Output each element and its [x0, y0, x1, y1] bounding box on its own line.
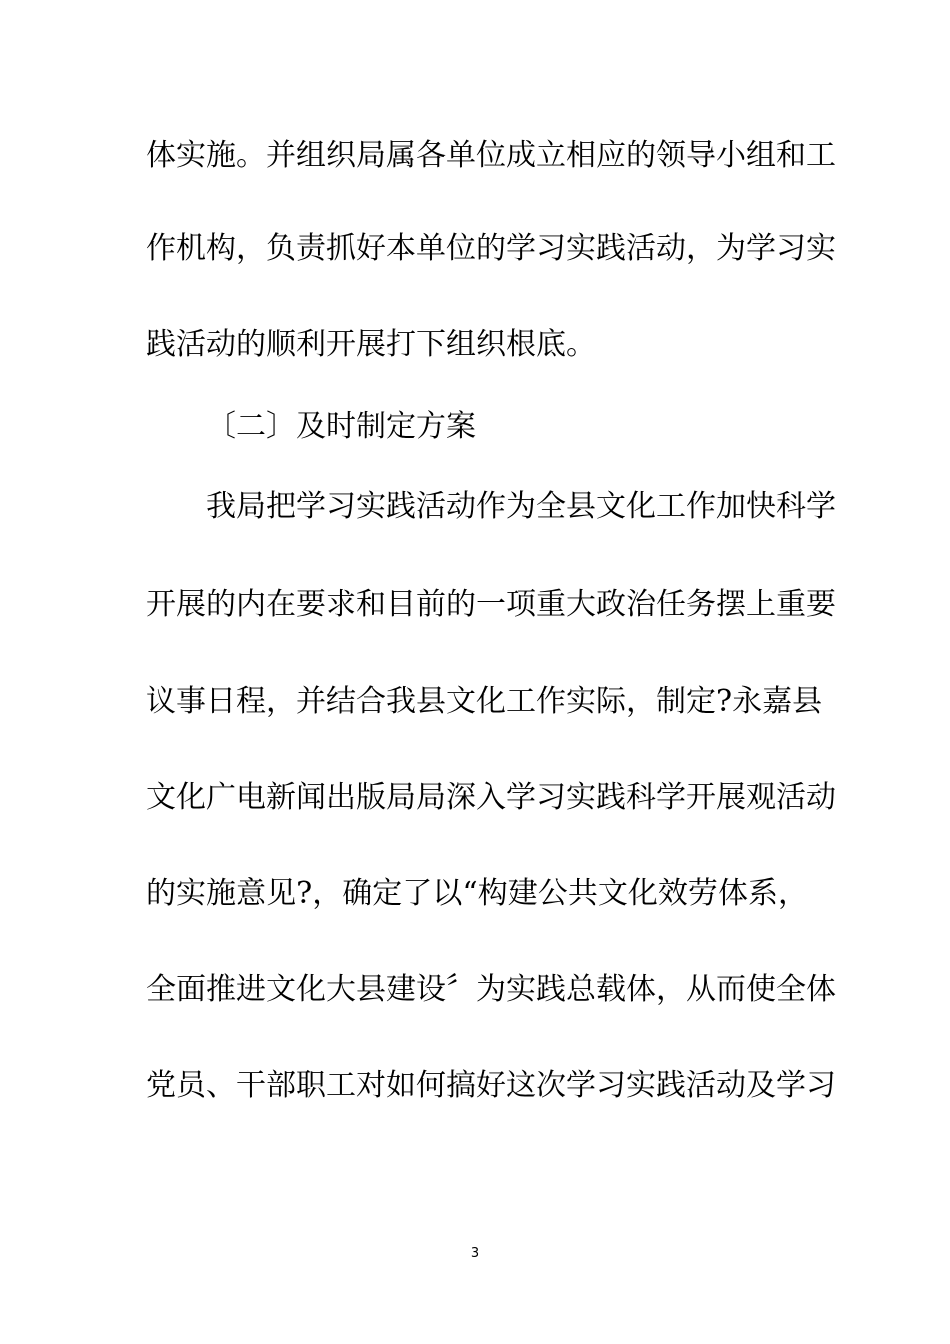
body-text-line: 作机构，负责抓好本单位的学习实践活动，为学习实 — [146, 231, 836, 266]
body-text-line: 议事日程，并结合我县文化工作实际，制定?永嘉县 — [146, 684, 823, 719]
body-text-line: 全面推进文化大县建设〞为实践总载体，从而使全体 — [146, 972, 836, 1007]
body-text-line: 开展的内在要求和目前的一项重大政治任务摆上重要 — [146, 587, 836, 622]
body-text-line: 文化广电新闻出版局局深入学习实践科学开展观活动 — [146, 780, 836, 815]
body-text-line: 党员、干部职工对如何搞好这次学习实践活动及学习 — [146, 1068, 836, 1103]
body-text-line: 体实施。并组织局属各单位成立相应的领导小组和工 — [146, 138, 836, 173]
body-text-line: 践活动的顺利开展打下组织根底。 — [146, 327, 596, 362]
body-text-line: 的实施意见?，确定了以“构建公共文化效劳体系， — [146, 876, 808, 911]
body-text-line: 我局把学习实践活动作为全县文化工作加快科学 — [206, 489, 836, 524]
page-number: 3 — [470, 1246, 480, 1261]
section-heading: 〔二〕及时制定方案 — [206, 409, 476, 444]
